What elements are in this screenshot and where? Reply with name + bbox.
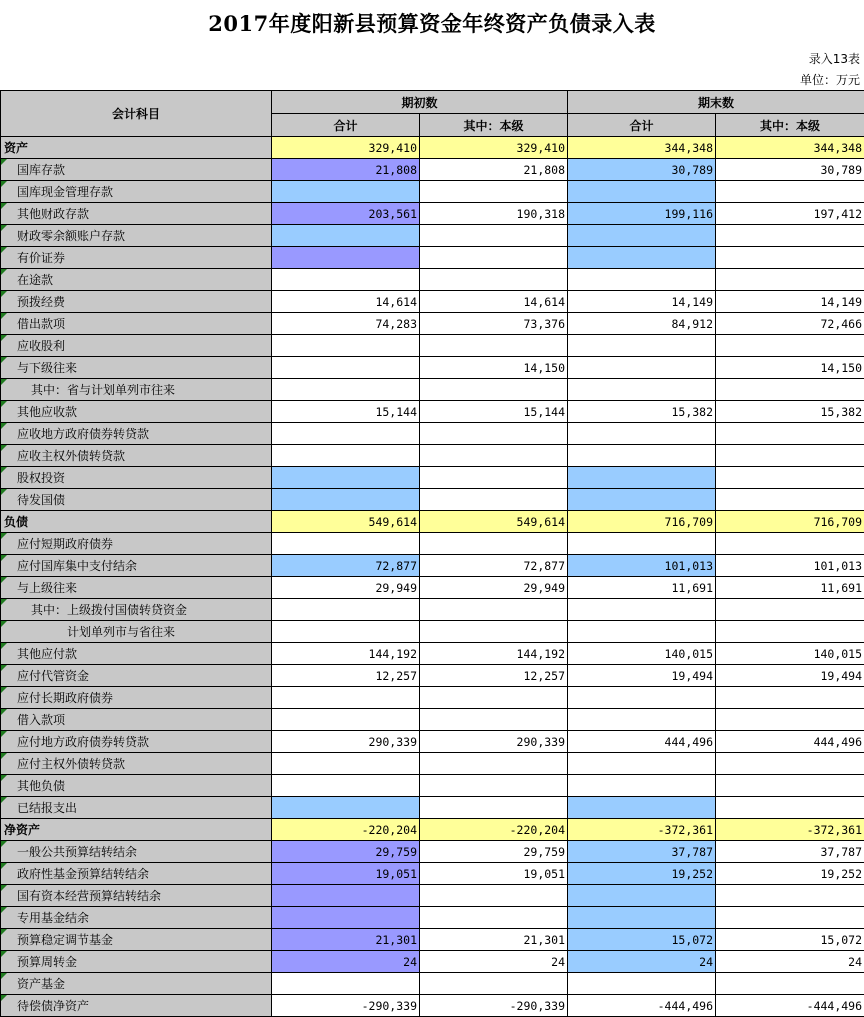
table-row xyxy=(1,379,864,401)
cell-begin-self[interactable]: 12,257 xyxy=(420,665,568,687)
cell-begin-total[interactable]: 329,410 xyxy=(272,137,420,159)
cell-begin-self[interactable] xyxy=(420,181,568,203)
cell-comment-marker-icon xyxy=(1,555,7,561)
table-row xyxy=(1,269,864,291)
cell-begin-self[interactable] xyxy=(420,797,568,819)
cell-end-total[interactable]: 19,252 xyxy=(568,863,716,885)
cell-end-total[interactable] xyxy=(568,489,716,511)
cell-end-self[interactable]: 197,412 xyxy=(716,203,864,225)
cell-end-total[interactable]: 199,116 xyxy=(568,203,716,225)
row-label: 待偿债净资产 xyxy=(1,995,272,1017)
cell-end-self[interactable] xyxy=(716,753,864,775)
cell-begin-total[interactable]: 203,561 xyxy=(272,203,420,225)
row-label: 其他应付款 xyxy=(1,643,272,665)
cell-begin-total[interactable] xyxy=(272,885,420,907)
cell-begin-self[interactable]: 72,877 xyxy=(420,555,568,577)
table-row xyxy=(1,203,864,225)
table-row xyxy=(1,577,864,599)
row-label: 应付短期政府债券 xyxy=(1,533,272,555)
cell-comment-marker-icon xyxy=(1,687,7,693)
table-row xyxy=(1,643,864,665)
cell-end-total[interactable]: 15,072 xyxy=(568,929,716,951)
cell-comment-marker-icon xyxy=(1,379,7,385)
row-label: 其他应收款 xyxy=(1,401,272,423)
cell-end-total[interactable] xyxy=(568,269,716,291)
cell-end-total[interactable]: -444,496 xyxy=(568,995,716,1017)
cell-begin-total[interactable]: -220,204 xyxy=(272,819,420,841)
row-label: 与上级往来 xyxy=(1,577,272,599)
cell-comment-marker-icon xyxy=(1,621,7,627)
cell-end-self[interactable] xyxy=(716,489,864,511)
cell-begin-self[interactable]: 15,144 xyxy=(420,401,568,423)
cell-end-self[interactable] xyxy=(716,181,864,203)
row-label: 政府性基金预算结转结余 xyxy=(1,863,272,885)
row-label: 待发国债 xyxy=(1,489,272,511)
cell-begin-total[interactable]: 29,949 xyxy=(272,577,420,599)
cell-end-self[interactable] xyxy=(716,335,864,357)
end-self-header: 其中：本级 xyxy=(716,114,864,137)
cell-begin-total[interactable] xyxy=(272,357,420,379)
cell-end-total[interactable] xyxy=(568,181,716,203)
row-label: 其中：省与计划单列市往来 xyxy=(1,379,272,401)
cell-end-total[interactable] xyxy=(568,445,716,467)
cell-begin-total[interactable] xyxy=(272,445,420,467)
cell-begin-self[interactable] xyxy=(420,973,568,995)
cell-begin-self[interactable]: 190,318 xyxy=(420,203,568,225)
cell-end-total[interactable] xyxy=(568,797,716,819)
cell-begin-self[interactable] xyxy=(420,753,568,775)
cell-end-total[interactable] xyxy=(568,379,716,401)
table-row xyxy=(1,555,864,577)
cell-comment-marker-icon xyxy=(1,577,7,583)
table-row xyxy=(1,753,864,775)
cell-begin-total[interactable] xyxy=(272,973,420,995)
cell-begin-total[interactable]: 21,808 xyxy=(272,159,420,181)
table-row xyxy=(1,951,864,973)
cell-comment-marker-icon xyxy=(1,841,7,847)
cell-end-self[interactable]: 344,348 xyxy=(716,137,864,159)
cell-begin-self[interactable] xyxy=(420,775,568,797)
table-row xyxy=(1,467,864,489)
cell-comment-marker-icon xyxy=(1,225,7,231)
row-label: 应付国库集中支付结余 xyxy=(1,555,272,577)
table-row xyxy=(1,489,864,511)
cell-comment-marker-icon xyxy=(1,467,7,473)
cell-end-total[interactable] xyxy=(568,753,716,775)
table-row xyxy=(1,841,864,863)
cell-begin-total[interactable] xyxy=(272,621,420,643)
cell-end-total[interactable] xyxy=(568,885,716,907)
cell-comment-marker-icon xyxy=(1,907,7,913)
cell-begin-total[interactable] xyxy=(272,533,420,555)
cell-comment-marker-icon xyxy=(1,665,7,671)
cell-end-total[interactable]: 19,494 xyxy=(568,665,716,687)
cell-end-total[interactable] xyxy=(568,335,716,357)
cell-comment-marker-icon xyxy=(1,203,7,209)
cell-begin-total[interactable] xyxy=(272,775,420,797)
cell-begin-total[interactable] xyxy=(272,335,420,357)
row-label: 应付地方政府债券转贷款 xyxy=(1,731,272,753)
row-label: 与下级往来 xyxy=(1,357,272,379)
table-row xyxy=(1,709,864,731)
table-row xyxy=(1,291,864,313)
cell-begin-total[interactable]: 72,877 xyxy=(272,555,420,577)
begin-total-header: 合计 xyxy=(272,114,420,137)
row-label: 预拨经费 xyxy=(1,291,272,313)
cell-begin-total[interactable]: 14,614 xyxy=(272,291,420,313)
table-row xyxy=(1,973,864,995)
row-label: 应付主权外债转贷款 xyxy=(1,753,272,775)
cell-end-self[interactable]: 444,496 xyxy=(716,731,864,753)
row-label: 一般公共预算结转结余 xyxy=(1,841,272,863)
cell-begin-self[interactable]: -290,339 xyxy=(420,995,568,1017)
cell-end-total[interactable] xyxy=(568,621,716,643)
table-row xyxy=(1,797,864,819)
table-row xyxy=(1,335,864,357)
table-row xyxy=(1,863,864,885)
cell-end-total[interactable]: 30,789 xyxy=(568,159,716,181)
form-code: 录入13表 xyxy=(809,50,860,67)
cell-begin-self[interactable] xyxy=(420,533,568,555)
cell-end-total[interactable] xyxy=(568,775,716,797)
table-row xyxy=(1,731,864,753)
row-label: 有价证券 xyxy=(1,247,272,269)
cell-begin-self[interactable]: 19,051 xyxy=(420,863,568,885)
cell-comment-marker-icon xyxy=(1,423,7,429)
cell-begin-self[interactable]: 29,949 xyxy=(420,577,568,599)
cell-comment-marker-icon xyxy=(1,731,7,737)
cell-begin-total[interactable] xyxy=(272,269,420,291)
cell-end-self[interactable] xyxy=(716,907,864,929)
row-label: 已结报支出 xyxy=(1,797,272,819)
table-row xyxy=(1,621,864,643)
cell-comment-marker-icon xyxy=(1,973,7,979)
table-row xyxy=(1,511,864,533)
cell-begin-self[interactable] xyxy=(420,247,568,269)
cell-end-self[interactable] xyxy=(716,885,864,907)
cell-comment-marker-icon xyxy=(1,863,7,869)
row-label: 应付代管资金 xyxy=(1,665,272,687)
cell-end-total[interactable]: 101,013 xyxy=(568,555,716,577)
cell-begin-total[interactable] xyxy=(272,247,420,269)
cell-end-self[interactable]: 30,789 xyxy=(716,159,864,181)
cell-begin-self[interactable]: 144,192 xyxy=(420,643,568,665)
cell-begin-total[interactable]: 19,051 xyxy=(272,863,420,885)
cell-end-total[interactable]: 11,691 xyxy=(568,577,716,599)
cell-begin-total[interactable]: 21,301 xyxy=(272,929,420,951)
cell-comment-marker-icon xyxy=(1,885,7,891)
subject-header: 会计科目 xyxy=(1,91,272,137)
row-label: 国有资本经营预算结转结余 xyxy=(1,885,272,907)
table-row xyxy=(1,423,864,445)
cell-end-self[interactable]: 72,466 xyxy=(716,313,864,335)
cell-end-total[interactable]: 24 xyxy=(568,951,716,973)
cell-begin-total[interactable]: 12,257 xyxy=(272,665,420,687)
cell-begin-self[interactable] xyxy=(420,885,568,907)
row-label: 其中：上级拨付国债转贷资金 xyxy=(1,599,272,621)
cell-begin-total[interactable]: 74,283 xyxy=(272,313,420,335)
cell-begin-self[interactable]: 21,301 xyxy=(420,929,568,951)
cell-end-total[interactable]: -372,361 xyxy=(568,819,716,841)
cell-begin-total[interactable] xyxy=(272,379,420,401)
cell-end-total[interactable]: 14,149 xyxy=(568,291,716,313)
cell-end-total[interactable] xyxy=(568,687,716,709)
cell-begin-self[interactable] xyxy=(420,467,568,489)
row-label: 应收主权外债转贷款 xyxy=(1,445,272,467)
row-label: 借出款项 xyxy=(1,313,272,335)
cell-begin-self[interactable]: 29,759 xyxy=(420,841,568,863)
table-row xyxy=(1,819,864,841)
cell-begin-self[interactable] xyxy=(420,621,568,643)
unit-label: 单位：万元 xyxy=(800,71,860,88)
cell-end-total[interactable]: 344,348 xyxy=(568,137,716,159)
cell-end-self[interactable]: 11,691 xyxy=(716,577,864,599)
table-row xyxy=(1,357,864,379)
cell-begin-self[interactable] xyxy=(420,489,568,511)
row-label: 应收地方政府债券转贷款 xyxy=(1,423,272,445)
table-row xyxy=(1,687,864,709)
cell-end-total[interactable] xyxy=(568,225,716,247)
table-row xyxy=(1,929,864,951)
cell-comment-marker-icon xyxy=(1,401,7,407)
cell-comment-marker-icon xyxy=(1,489,7,495)
table-row xyxy=(1,225,864,247)
cell-comment-marker-icon xyxy=(1,599,7,605)
row-label: 在途款 xyxy=(1,269,272,291)
cell-end-self[interactable] xyxy=(716,621,864,643)
row-label: 预算周转金 xyxy=(1,951,272,973)
cell-begin-total[interactable]: 144,192 xyxy=(272,643,420,665)
cell-comment-marker-icon xyxy=(1,313,7,319)
cell-begin-total[interactable] xyxy=(272,709,420,731)
cell-begin-total[interactable] xyxy=(272,753,420,775)
cell-begin-self[interactable]: -220,204 xyxy=(420,819,568,841)
cell-end-total[interactable] xyxy=(568,907,716,929)
cell-end-self[interactable] xyxy=(716,775,864,797)
cell-begin-total[interactable]: 549,614 xyxy=(272,511,420,533)
cell-begin-total[interactable]: 15,144 xyxy=(272,401,420,423)
cell-begin-self[interactable]: 14,614 xyxy=(420,291,568,313)
row-label: 财政零余额账户存款 xyxy=(1,225,272,247)
table-row xyxy=(1,181,864,203)
row-label: 资产 xyxy=(1,137,272,159)
cell-begin-self[interactable]: 549,614 xyxy=(420,511,568,533)
cell-end-self[interactable]: -444,496 xyxy=(716,995,864,1017)
row-label: 其他负债 xyxy=(1,775,272,797)
cell-end-self[interactable] xyxy=(716,599,864,621)
cell-end-total[interactable] xyxy=(568,599,716,621)
cell-begin-self[interactable]: 24 xyxy=(420,951,568,973)
cell-end-total[interactable]: 15,382 xyxy=(568,401,716,423)
cell-comment-marker-icon xyxy=(1,445,7,451)
cell-comment-marker-icon xyxy=(1,357,7,363)
cell-comment-marker-icon xyxy=(1,643,7,649)
row-label: 应付长期政府债券 xyxy=(1,687,272,709)
row-label: 净资产 xyxy=(1,819,272,841)
cell-comment-marker-icon xyxy=(1,533,7,539)
cell-end-total[interactable] xyxy=(568,357,716,379)
cell-end-total[interactable]: 444,496 xyxy=(568,731,716,753)
cell-begin-total[interactable] xyxy=(272,467,420,489)
table-row xyxy=(1,401,864,423)
cell-end-self[interactable]: 14,150 xyxy=(716,357,864,379)
cell-begin-self[interactable]: 73,376 xyxy=(420,313,568,335)
cell-comment-marker-icon xyxy=(1,775,7,781)
cell-begin-self[interactable]: 290,339 xyxy=(420,731,568,753)
cell-comment-marker-icon xyxy=(1,247,7,253)
cell-comment-marker-icon xyxy=(1,335,7,341)
cell-end-self[interactable]: 101,013 xyxy=(716,555,864,577)
cell-comment-marker-icon xyxy=(1,929,7,935)
cell-begin-total[interactable]: 29,759 xyxy=(272,841,420,863)
cell-begin-total[interactable] xyxy=(272,907,420,929)
cell-begin-self[interactable] xyxy=(420,599,568,621)
cell-end-self[interactable] xyxy=(716,379,864,401)
cell-comment-marker-icon xyxy=(1,995,7,1001)
cell-begin-self[interactable]: 14,150 xyxy=(420,357,568,379)
cell-end-self[interactable] xyxy=(716,445,864,467)
cell-end-total[interactable] xyxy=(568,973,716,995)
cell-end-self[interactable] xyxy=(716,973,864,995)
table-row xyxy=(1,995,864,1017)
cell-end-self[interactable]: 24 xyxy=(716,951,864,973)
cell-begin-total[interactable] xyxy=(272,489,420,511)
cell-begin-total[interactable] xyxy=(272,225,420,247)
cell-end-self[interactable] xyxy=(716,467,864,489)
cell-end-self[interactable]: 716,709 xyxy=(716,511,864,533)
page-title: 2017年度阳新县预算资金年终资产负债录入表 xyxy=(0,8,864,38)
row-label: 其他财政存款 xyxy=(1,203,272,225)
table-row xyxy=(1,599,864,621)
cell-begin-self[interactable] xyxy=(420,687,568,709)
row-label: 应收股利 xyxy=(1,335,272,357)
row-label: 专用基金结余 xyxy=(1,907,272,929)
cell-end-total[interactable]: 84,912 xyxy=(568,313,716,335)
cell-begin-total[interactable] xyxy=(272,687,420,709)
cell-end-self[interactable] xyxy=(716,533,864,555)
cell-begin-total[interactable]: -290,339 xyxy=(272,995,420,1017)
cell-end-total[interactable] xyxy=(568,247,716,269)
row-label: 股权投资 xyxy=(1,467,272,489)
cell-end-self[interactable]: 19,252 xyxy=(716,863,864,885)
cell-comment-marker-icon xyxy=(1,753,7,759)
row-label: 预算稳定调节基金 xyxy=(1,929,272,951)
cell-end-self[interactable] xyxy=(716,225,864,247)
cell-end-self[interactable] xyxy=(716,709,864,731)
cell-begin-self[interactable] xyxy=(420,423,568,445)
cell-end-total[interactable] xyxy=(568,423,716,445)
cell-end-self[interactable] xyxy=(716,423,864,445)
row-label: 借入款项 xyxy=(1,709,272,731)
cell-end-total[interactable] xyxy=(568,533,716,555)
cell-end-self[interactable]: -372,361 xyxy=(716,819,864,841)
cell-begin-total[interactable] xyxy=(272,797,420,819)
table-row xyxy=(1,313,864,335)
cell-end-self[interactable]: 37,787 xyxy=(716,841,864,863)
cell-begin-self[interactable] xyxy=(420,269,568,291)
table-row xyxy=(1,665,864,687)
table-row xyxy=(1,247,864,269)
cell-begin-total[interactable] xyxy=(272,599,420,621)
balance-sheet-table xyxy=(0,90,864,1017)
cell-comment-marker-icon xyxy=(1,181,7,187)
cell-comment-marker-icon xyxy=(1,291,7,297)
table-row xyxy=(1,159,864,181)
cell-end-total[interactable] xyxy=(568,709,716,731)
cell-end-self[interactable]: 15,072 xyxy=(716,929,864,951)
row-label: 国库存款 xyxy=(1,159,272,181)
cell-begin-self[interactable]: 21,808 xyxy=(420,159,568,181)
cell-comment-marker-icon xyxy=(1,159,7,165)
cell-end-self[interactable]: 140,015 xyxy=(716,643,864,665)
cell-end-self[interactable] xyxy=(716,797,864,819)
cell-end-total[interactable] xyxy=(568,467,716,489)
cell-end-total[interactable]: 37,787 xyxy=(568,841,716,863)
end-total-header: 合计 xyxy=(568,114,716,137)
table-row xyxy=(1,445,864,467)
cell-begin-total[interactable] xyxy=(272,181,420,203)
cell-begin-total[interactable] xyxy=(272,423,420,445)
table-row xyxy=(1,907,864,929)
cell-begin-self[interactable] xyxy=(420,335,568,357)
cell-end-self[interactable] xyxy=(716,247,864,269)
cell-comment-marker-icon xyxy=(1,269,7,275)
cell-comment-marker-icon xyxy=(1,709,7,715)
cell-comment-marker-icon xyxy=(1,951,7,957)
row-label: 资产基金 xyxy=(1,973,272,995)
cell-begin-self[interactable] xyxy=(420,445,568,467)
cell-comment-marker-icon xyxy=(1,797,7,803)
cell-begin-total[interactable]: 290,339 xyxy=(272,731,420,753)
cell-begin-self[interactable] xyxy=(420,379,568,401)
cell-begin-self[interactable] xyxy=(420,709,568,731)
cell-end-self[interactable]: 14,149 xyxy=(716,291,864,313)
begin-period-header: 期初数 xyxy=(272,91,568,114)
row-label: 负债 xyxy=(1,511,272,533)
row-label: 计划单列市与省往来 xyxy=(1,621,272,643)
table-row xyxy=(1,533,864,555)
table-row xyxy=(1,137,864,159)
cell-begin-self[interactable] xyxy=(420,907,568,929)
cell-begin-self[interactable]: 329,410 xyxy=(420,137,568,159)
table-row xyxy=(1,775,864,797)
cell-begin-self[interactable] xyxy=(420,225,568,247)
table-row xyxy=(1,885,864,907)
row-label: 国库现金管理存款 xyxy=(1,181,272,203)
cell-end-total[interactable]: 716,709 xyxy=(568,511,716,533)
cell-end-self[interactable] xyxy=(716,687,864,709)
cell-end-self[interactable]: 15,382 xyxy=(716,401,864,423)
begin-self-header: 其中：本级 xyxy=(420,114,568,137)
cell-end-self[interactable]: 19,494 xyxy=(716,665,864,687)
cell-end-total[interactable]: 140,015 xyxy=(568,643,716,665)
cell-begin-total[interactable]: 24 xyxy=(272,951,420,973)
cell-end-self[interactable] xyxy=(716,269,864,291)
end-period-header: 期末数 xyxy=(568,91,864,114)
